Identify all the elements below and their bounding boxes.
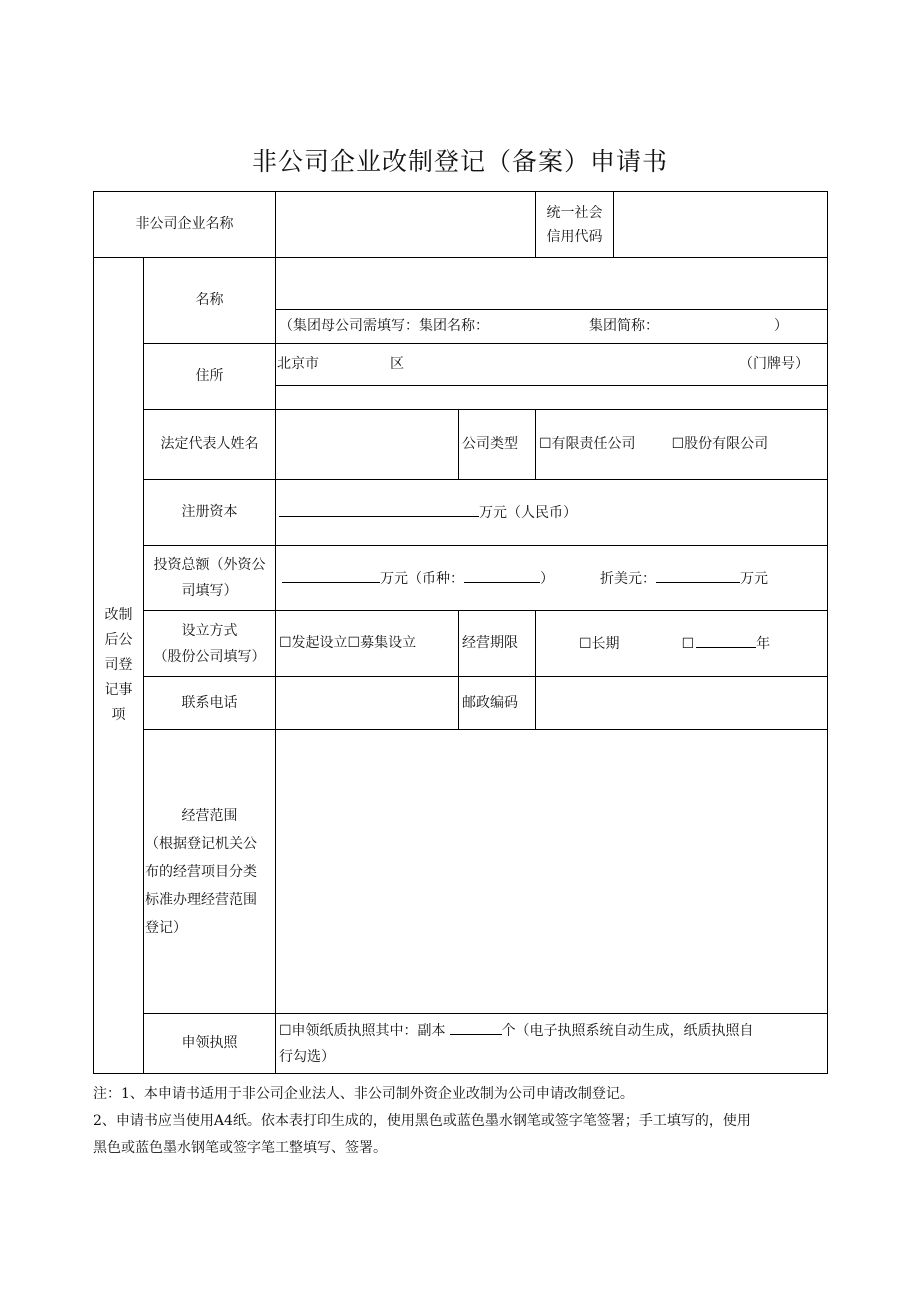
license-text: 个（电子执照系统自动生成，纸质执照自: [501, 1023, 754, 1039]
page-title: 非公司企业改制登记（备案）申请书: [251, 147, 668, 176]
investment-close: ）: [540, 570, 554, 587]
usd-label: 折美元：: [600, 570, 656, 587]
joint-stock-checkbox[interactable]: ☐股份有限公司: [671, 436, 769, 452]
address-city: 北京市: [277, 356, 319, 372]
investment-field[interactable]: [276, 546, 828, 611]
credit-code-field[interactable]: [614, 192, 828, 258]
business-scope-note: 标准办理经营范围: [145, 891, 257, 908]
note-line: 2、申请书应当使用A4纸。依本表打印生成的，使用黑色或蓝色墨水钢笔或签字笔签署；手工填写的，使用: [93, 1113, 751, 1129]
business-scope-field[interactable]: [276, 730, 828, 1014]
application-form-table: [93, 191, 828, 1074]
enterprise-name-label: 非公司企业名称: [94, 192, 276, 258]
credit-code-label-line2: 信用代码: [546, 228, 603, 245]
company-type-options: [536, 410, 828, 480]
section-label-line: 司登: [104, 657, 133, 673]
phone-field[interactable]: [276, 677, 459, 730]
section-label-line: 项: [111, 707, 126, 723]
setup-method-label-line2: （股份公司填写）: [153, 648, 266, 665]
investment-label: [144, 546, 276, 611]
legal-rep-field[interactable]: [276, 410, 459, 480]
business-scope-note: 布的经营项目分类: [145, 863, 257, 880]
years-unit: 年: [756, 636, 771, 652]
note-line: 注：1、本申请书适用于非公司企业法人、非公司制外资企业改制为公司申请改制登记。: [93, 1086, 634, 1102]
capital-field[interactable]: [276, 480, 828, 546]
investment-label-line1: 投资总额（外资公: [153, 557, 266, 573]
usd-unit: 万元: [740, 570, 768, 587]
company-type-label: 公司类型: [459, 410, 536, 480]
business-scope-label: [144, 730, 276, 1014]
company-name-field[interactable]: [276, 258, 828, 310]
address-district: 区: [390, 356, 404, 372]
capital-label: 注册资本: [144, 480, 276, 546]
llc-checkbox[interactable]: ☐有限责任公司: [539, 436, 636, 452]
license-text: 行勾选）: [279, 1049, 335, 1065]
setup-method-label: [144, 611, 276, 677]
address-door-number: （门牌号）: [739, 356, 809, 372]
credit-code-label: [536, 192, 614, 258]
investment-label-line2: 司填写）: [181, 583, 238, 599]
address-field[interactable]: [276, 344, 828, 386]
license-text: ☐申领纸质执照其中：副本: [279, 1023, 446, 1039]
license-label: 申领执照: [144, 1014, 276, 1074]
group-name-label: （集团母公司需填写：集团名称：: [279, 318, 489, 334]
phone-label: 联系电话: [144, 677, 276, 730]
business-scope-note: 登记）: [145, 919, 187, 936]
years-checkbox[interactable]: ☐: [681, 636, 695, 652]
note-line: 黑色或蓝色墨水钢笔或签字笔工整填写、签署。: [93, 1140, 387, 1156]
capital-unit: 万元（人民币）: [479, 505, 577, 521]
section-label-line: 后公: [104, 632, 133, 648]
long-term-checkbox[interactable]: ☐长期: [579, 636, 620, 652]
section-label-line: 记事: [104, 682, 133, 698]
business-scope-title: 经营范围: [181, 807, 238, 824]
postal-code-label: 邮政编码: [459, 677, 536, 730]
address-extra-line[interactable]: [276, 386, 828, 410]
legal-rep-label: 法定代表人姓名: [144, 410, 276, 480]
group-name-row: [276, 310, 828, 344]
address-label: 住所: [144, 344, 276, 410]
section-label: [94, 258, 144, 1074]
credit-code-label-line1: 统一社会: [546, 204, 603, 221]
term-options: [536, 611, 828, 677]
setup-method-options[interactable]: ☐发起设立☐募集设立: [276, 611, 459, 677]
notes: [93, 1081, 827, 1162]
investment-unit: 万元（币种：: [380, 570, 464, 587]
company-name-label: 名称: [144, 258, 276, 344]
setup-method-label-line1: 设立方式: [181, 622, 238, 639]
group-short-label: 集团简称：: [589, 318, 659, 334]
business-scope-note: （根据登记机关公: [145, 835, 257, 852]
license-field[interactable]: [276, 1014, 828, 1074]
section-label-line: 改制: [104, 607, 133, 623]
group-close: ）: [774, 318, 788, 334]
enterprise-name-field[interactable]: [276, 192, 536, 258]
postal-code-field[interactable]: [536, 677, 828, 730]
term-label: 经营期限: [459, 611, 536, 677]
